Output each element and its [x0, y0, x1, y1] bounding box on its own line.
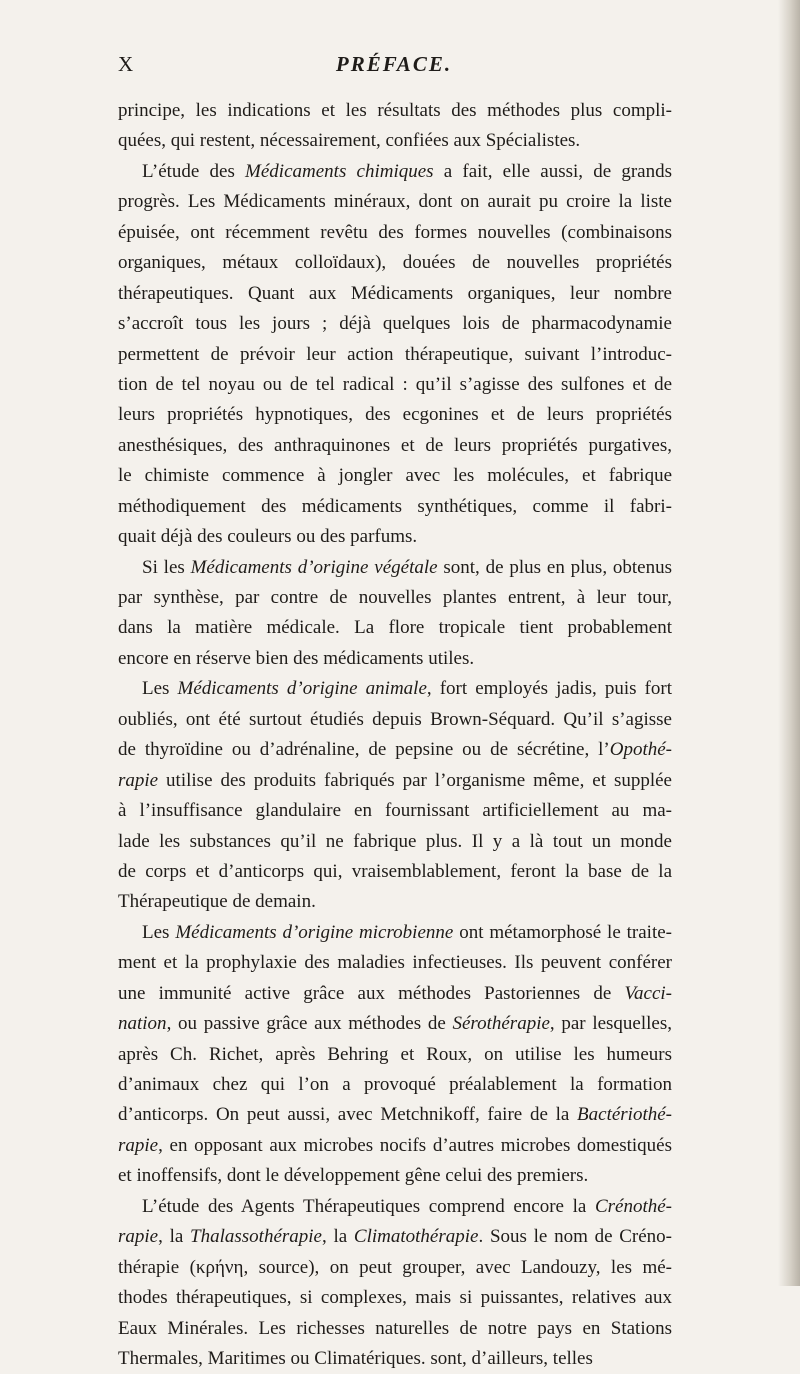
italic-term: Climatothérapie	[353, 1226, 479, 1248]
text-run: méthodiquement des médicaments synthétiques, comme il fabri-	[118, 495, 672, 517]
text-run: . Sous le nom de Créno-	[478, 1226, 672, 1248]
text-run: épuisée, ont récemment revêtu des formes nouvelles (combinaisons	[118, 221, 672, 243]
text-line	[118, 522, 672, 552]
text-run: dans la matière médicale. La flore tropicale tient probablement	[118, 617, 672, 639]
italic-term: Thalassothérapie	[190, 1226, 322, 1248]
text-line	[118, 1131, 672, 1161]
text-run: une immunité active grâce aux méthodes Pastoriennes de	[118, 982, 625, 1004]
italic-term: rapie	[118, 769, 159, 791]
text-line	[118, 431, 672, 461]
italic-term: Opothé-	[609, 739, 672, 761]
text-line	[118, 1192, 672, 1222]
text-line	[118, 674, 672, 704]
text-line	[118, 218, 672, 248]
text-line	[118, 187, 672, 217]
text-line	[118, 340, 672, 370]
text-run: utilise des produits fabriqués par l’organisme même, et supplée	[158, 769, 672, 791]
italic-term: Bactériothé-	[577, 1104, 672, 1126]
text-run: thérapeutiques. Quant aux Médicaments organiques, leur nombre	[118, 282, 672, 304]
italic-term: Crénothé-	[594, 1195, 672, 1217]
text-run: s’accroît tous les jours ; déjà quelques lois de pharmacodynamie	[118, 313, 672, 335]
text-line	[118, 948, 672, 978]
text-run: L’étude des Agents Thérapeutiques comprend encore la	[142, 1195, 595, 1217]
text-run: oubliés, ont été surtout étudiés depuis Brown-Séquard. Qu’il s’agisse	[118, 708, 672, 730]
text-run: le chimiste commence à jongler avec les molécules, et fabrique	[118, 465, 672, 487]
text-line	[118, 248, 672, 278]
text-line	[118, 279, 672, 309]
text-line	[118, 126, 672, 156]
page-number: X	[118, 52, 135, 76]
text-run: organiques, métaux colloïdaux), douées de nouvelles propriétés	[118, 252, 672, 274]
text-line	[118, 1070, 672, 1100]
text-line	[118, 1100, 672, 1130]
text-run: quait déjà des couleurs ou des parfums.	[118, 526, 418, 548]
text-run: anesthésiques, des anthraquinones et de leurs propriétés purgatives,	[118, 434, 672, 456]
text-run: Si les	[142, 556, 191, 578]
text-line	[118, 492, 672, 522]
text-run: Eaux Minérales. Les richesses naturelles de notre pays en Stations	[118, 1317, 672, 1339]
text-line	[118, 400, 672, 430]
text-line	[118, 918, 672, 948]
text-run: , par lesquelles,	[549, 1013, 672, 1035]
text-line	[118, 857, 672, 887]
text-run: Les	[142, 678, 178, 700]
text-run: de corps et d’anticorps qui, vraisemblablement, feront la base de la	[118, 860, 672, 882]
text-line	[118, 887, 672, 917]
text-run: d’animaux chez qui l’on a provoqué préalablement la formation	[118, 1074, 672, 1095]
italic-term: Médicaments d’origine végétale	[190, 556, 438, 578]
text-line	[118, 644, 672, 674]
text-run: , la	[321, 1226, 354, 1248]
text-line	[118, 461, 672, 491]
text-run: tion de tel noyau ou de tel radical : qu’il s’agisse des sulfones et de	[118, 373, 672, 395]
text-run: a fait, elle aussi, de grands	[433, 160, 672, 182]
text-line	[118, 1314, 672, 1344]
text-line	[118, 766, 672, 796]
text-line	[118, 705, 672, 735]
text-run: L’étude des	[142, 160, 246, 182]
text-run: thodes thérapeutiques, si complexes, mais si puissantes, relatives aux	[118, 1287, 672, 1309]
text-line	[118, 1283, 672, 1313]
text-run: progrès. Les Médicaments minéraux, dont on aurait pu croire la liste	[118, 191, 672, 213]
italic-term: rapie	[118, 1134, 159, 1156]
body-text	[118, 96, 672, 1374]
text-run: , la	[158, 1226, 191, 1248]
text-run: , en opposant aux microbes nocifs d’autres microbes domestiqués	[158, 1134, 672, 1156]
running-title: PRÉFACE.	[335, 52, 453, 76]
text-run: leurs propriétés hypnotiques, des ecgonines et de leurs propriétés	[118, 404, 672, 426]
text-run: et inoffensifs, dont le développement gêne celui des premiers.	[118, 1165, 589, 1187]
text-run: à l’insuffisance glandulaire en fournissant artificiellement au ma-	[118, 800, 672, 822]
text-line	[118, 613, 672, 643]
text-run: ment et la prophylaxie des maladies infectieuses. Ils peuvent conférer	[118, 952, 672, 974]
text-line	[118, 796, 672, 826]
text-run: de thyroïdine ou d’adrénaline, de pepsine ou de sécrétine, l’	[118, 739, 610, 761]
italic-term: rapie	[118, 1226, 159, 1248]
text-run: par synthèse, par contre de nouvelles plantes entrent, à leur tour,	[118, 587, 672, 608]
text-run: sont, de plus en plus, obtenus	[437, 556, 672, 578]
italic-term: Médicaments chimiques	[245, 160, 434, 182]
text-line	[118, 979, 672, 1009]
text-line	[118, 1344, 672, 1374]
text-run: principe, les indications et les résultats des méthodes plus compli-	[118, 100, 672, 121]
text-line	[118, 96, 672, 126]
italic-term: Vacci-	[624, 982, 672, 1004]
text-run: , fort employés jadis, puis fort	[426, 678, 672, 700]
text-run: permettent de prévoir leur action thérapeutique, suivant l’introduc-	[118, 343, 672, 365]
italic-term: Médicaments d’origine microbienne	[175, 921, 454, 943]
text-line	[118, 370, 672, 400]
text-run: encore en réserve bien des médicaments utiles.	[118, 647, 475, 669]
text-run: d’anticorps. On peut aussi, avec Metchnikoff, faire de la	[118, 1104, 578, 1126]
text-line	[118, 553, 672, 583]
text-run: quées, qui restent, nécessairement, confiées aux Spécialistes.	[118, 130, 581, 152]
italic-term: Sérothérapie	[452, 1013, 550, 1035]
text-run: après Ch. Richet, après Behring et Roux, on utilise les humeurs	[118, 1043, 672, 1065]
italic-term: nation	[118, 1013, 167, 1035]
page-header	[118, 52, 670, 82]
text-line	[118, 583, 672, 613]
text-line	[118, 157, 672, 187]
text-run: lade les substances qu’il ne fabrique plus. Il y a là tout un monde	[118, 830, 672, 852]
text-line	[118, 309, 672, 339]
text-line	[118, 1253, 672, 1283]
text-line	[118, 1040, 672, 1070]
text-run: Thérapeutique de demain.	[118, 891, 316, 913]
italic-term: Médicaments d’origine animale	[177, 678, 427, 700]
text-line	[118, 1222, 672, 1252]
text-run: ont métamorphosé le traite-	[453, 921, 672, 943]
text-line	[118, 827, 672, 857]
text-run: thérapie (κρήνη, source), on peut grouper, avec Landouzy, les mé-	[118, 1256, 672, 1278]
text-line	[118, 735, 672, 765]
text-line	[118, 1009, 672, 1039]
text-run: Thermales, Maritimes ou Climatériques. sont, d’ailleurs, telles	[118, 1347, 593, 1369]
text-run: , ou passive grâce aux méthodes de	[166, 1013, 453, 1035]
text-run: Les	[142, 921, 176, 943]
page-edge-shadow	[778, 0, 800, 1286]
text-line	[118, 1161, 672, 1191]
